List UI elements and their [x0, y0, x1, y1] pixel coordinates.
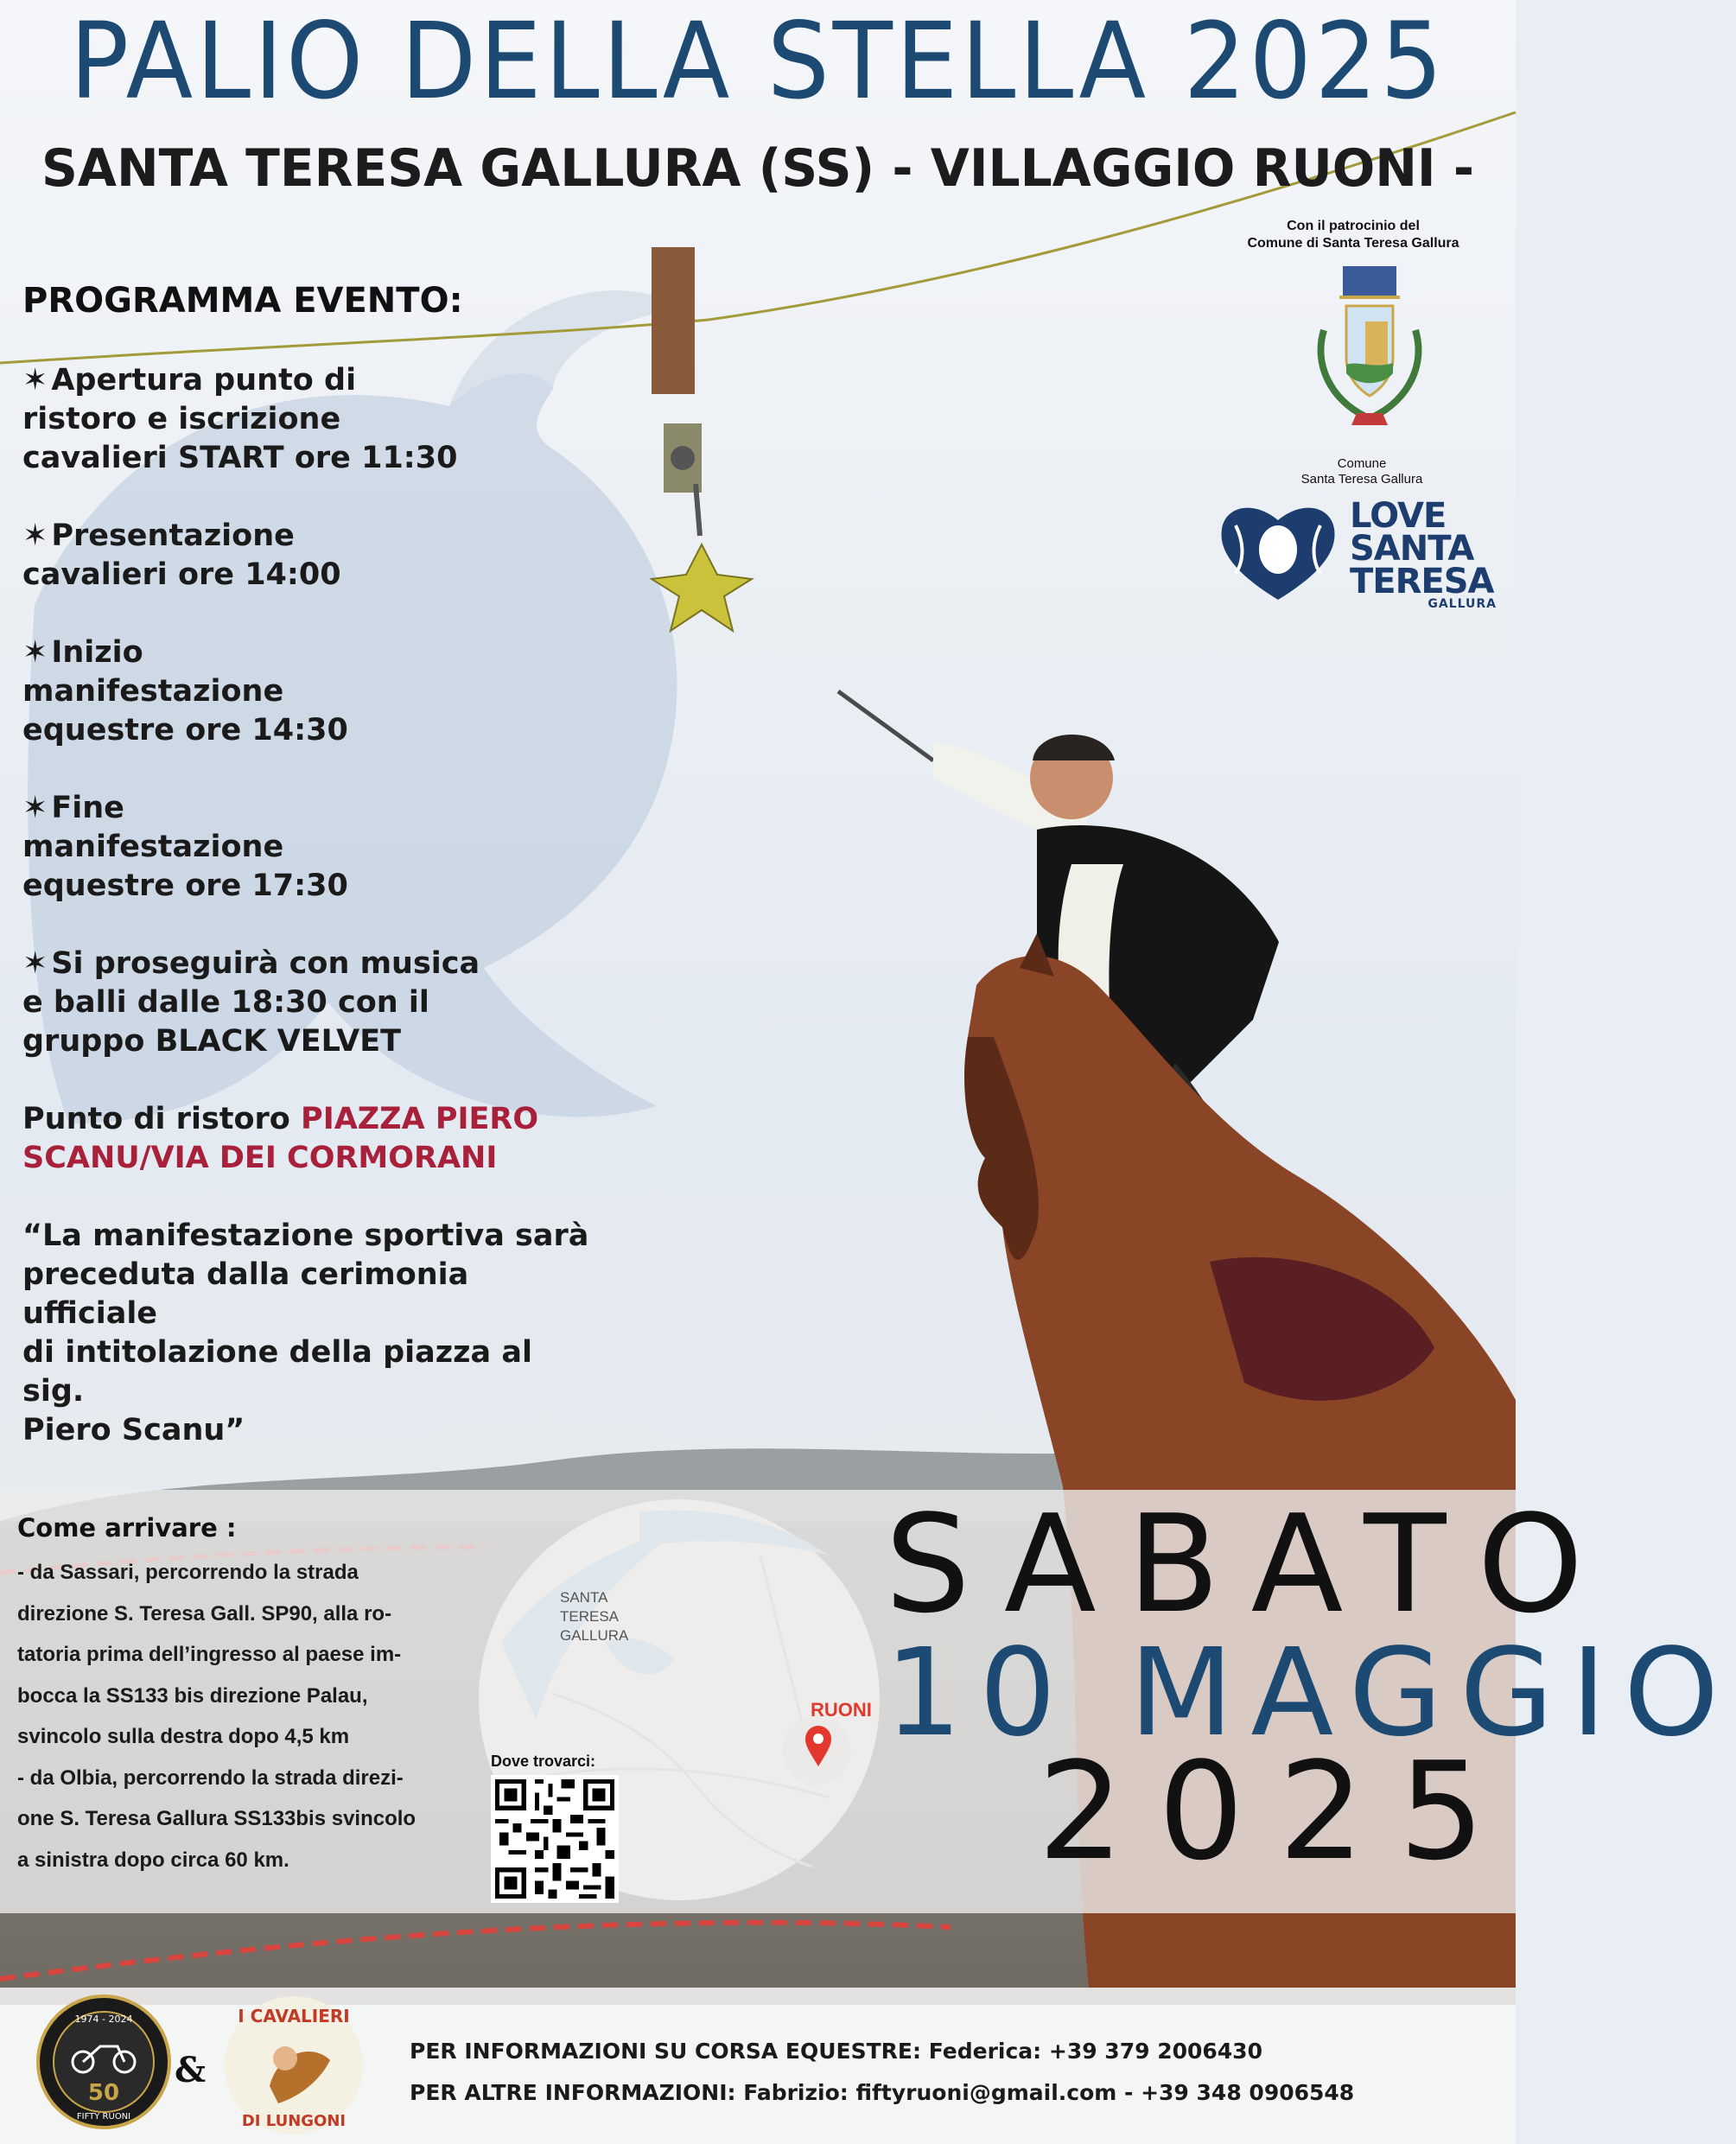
program-item-line: cavalieri START ore 11:30 [22, 441, 458, 475]
love-santa-teresa-wordmark [1350, 496, 1523, 611]
contact-line-riding: PER INFORMAZIONI SU CORSA EQUESTRE: Federica: +39 379 2006430 [410, 2039, 1262, 2064]
refreshment-place: SCANU/VIA DEI CORMORANI [22, 1141, 498, 1175]
crest-caption-line: Comune [1337, 456, 1387, 471]
quote-line: di intitolazione della piazza al sig. [22, 1335, 532, 1409]
program-item-line: cavalieri ore 14:00 [22, 557, 341, 592]
star-bullet-icon: ✶ [22, 635, 48, 670]
star-bullet-icon: ✶ [22, 791, 48, 825]
contact-line-general: PER ALTRE INFORMAZIONI: Fabrizio: fiftyruoni@gmail.com - +39 348 0906548 [410, 2080, 1355, 2105]
star-bullet-icon: ✶ [22, 363, 48, 398]
love-line: TERESA [1350, 562, 1494, 601]
program-section [22, 278, 593, 1489]
where-label: Dove trovarci: [491, 1753, 596, 1770]
date-weekday: SABATO [885, 1486, 1615, 1643]
event-date [885, 1486, 1736, 1890]
program-item-presentation [22, 517, 593, 595]
love-line: LOVE [1350, 496, 1447, 536]
patronage-caption [1206, 218, 1500, 252]
patronage-line: Con il patrocinio del [1287, 219, 1420, 233]
program-heading: PROGRAMMA EVENTO: [22, 281, 463, 321]
directions-section [17, 1511, 484, 1880]
program-item-line: Apertura punto di [51, 363, 357, 398]
map-city-line: GALLURA [560, 1627, 629, 1644]
love-line: GALLURA [1428, 597, 1497, 611]
program-item-line: e balli dalle 18:30 con il [22, 985, 429, 1020]
map-city-line: TERESA [560, 1608, 620, 1625]
qr-code-icon[interactable] [491, 1775, 619, 1903]
program-item-line: Inizio [51, 635, 143, 670]
quote-line: “La manifestazione sportiva sarà [22, 1218, 589, 1253]
quote-line: preceduta dalla cerimonia ufficiale [22, 1257, 469, 1331]
program-item-line: equestre ore 17:30 [22, 868, 348, 903]
quote-line: Piero Scanu” [22, 1413, 245, 1447]
cavalieri-di-lungoni-logo-icon [218, 1991, 370, 2138]
program-item-opening [22, 361, 593, 478]
fifty-ruoni-logo-icon [35, 1993, 173, 2131]
directions-line: one S. Teresa Gallura SS133bis svincolo [17, 1807, 417, 1830]
logo-text: 1974 - 2024 [74, 2014, 133, 2025]
map-city-label [560, 1588, 628, 1645]
refreshment-prefix: Punto di ristoro [22, 1102, 302, 1136]
ampersand: & [175, 2050, 207, 2090]
directions-line: - da Olbia, percorrendo la strada direzi- [17, 1765, 404, 1790]
page-subtitle: SANTA TERESA GALLURA (SS) - VILLAGGIO RUONI - [41, 138, 1474, 199]
program-item-line: manifestazione [22, 830, 284, 864]
program-item-line: equestre ore 14:30 [22, 713, 348, 748]
program-item-line: manifestazione [22, 674, 284, 709]
page-title: PALIO DELLA STELLA 2025 [69, 0, 1447, 123]
refreshment-point [22, 1100, 593, 1178]
directions-line: direzione S. Teresa Gall. SP90, alla ro- [17, 1601, 392, 1625]
crest-caption [1258, 456, 1466, 487]
program-item-line: Fine [51, 791, 124, 825]
directions-heading: Come arrivare : [17, 1513, 237, 1543]
directions-line: bocca la SS133 bis direzione Palau, [17, 1683, 368, 1708]
directions-line: tatoria prima dell’ingresso al paese im- [17, 1643, 402, 1666]
map-marker-label: RUONI [811, 1699, 872, 1721]
program-item-line: ristoro e iscrizione [22, 402, 341, 436]
date-day-month: 10 MAGGIO [885, 1623, 1736, 1764]
patronage-line: Comune di Santa Teresa Gallura [1247, 236, 1459, 251]
refreshment-place: PIAZZA PIERO [301, 1102, 539, 1136]
program-item-line: Si proseguirà con musica [51, 946, 480, 981]
directions-line: svincolo sulla destra dopo 4,5 km [17, 1725, 350, 1748]
logo-text: DI LUNGONI [241, 2112, 347, 2130]
logo-text: I CAVALIERI [238, 2006, 350, 2026]
footer-contacts [410, 2031, 1354, 2114]
ceremony-quote [22, 1217, 593, 1450]
program-item-start [22, 633, 593, 750]
program-item-music [22, 945, 593, 1061]
logo-text: FIFTY RUONI [76, 2112, 131, 2122]
program-item-line: Presentazione [51, 519, 295, 553]
star-bullet-icon: ✶ [22, 946, 48, 981]
directions-line: - da Sassari, percorrendo la strada [17, 1561, 359, 1584]
map-city-line: SANTA [560, 1589, 608, 1606]
map-pin-icon[interactable] [804, 1725, 833, 1768]
program-item-end [22, 789, 593, 906]
directions-line: a sinistra dopo circa 60 km. [17, 1848, 289, 1872]
love-santa-teresa-logo-icon [1218, 499, 1338, 601]
star-bullet-icon: ✶ [22, 519, 48, 553]
love-line: SANTA [1350, 529, 1474, 569]
logo-number: 50 [87, 2080, 120, 2106]
municipal-crest-icon [1305, 261, 1434, 453]
date-year: 2025 [1037, 1733, 1519, 1890]
crest-caption-line: Santa Teresa Gallura [1300, 472, 1423, 487]
program-item-line: gruppo BLACK VELVET [22, 1024, 401, 1059]
